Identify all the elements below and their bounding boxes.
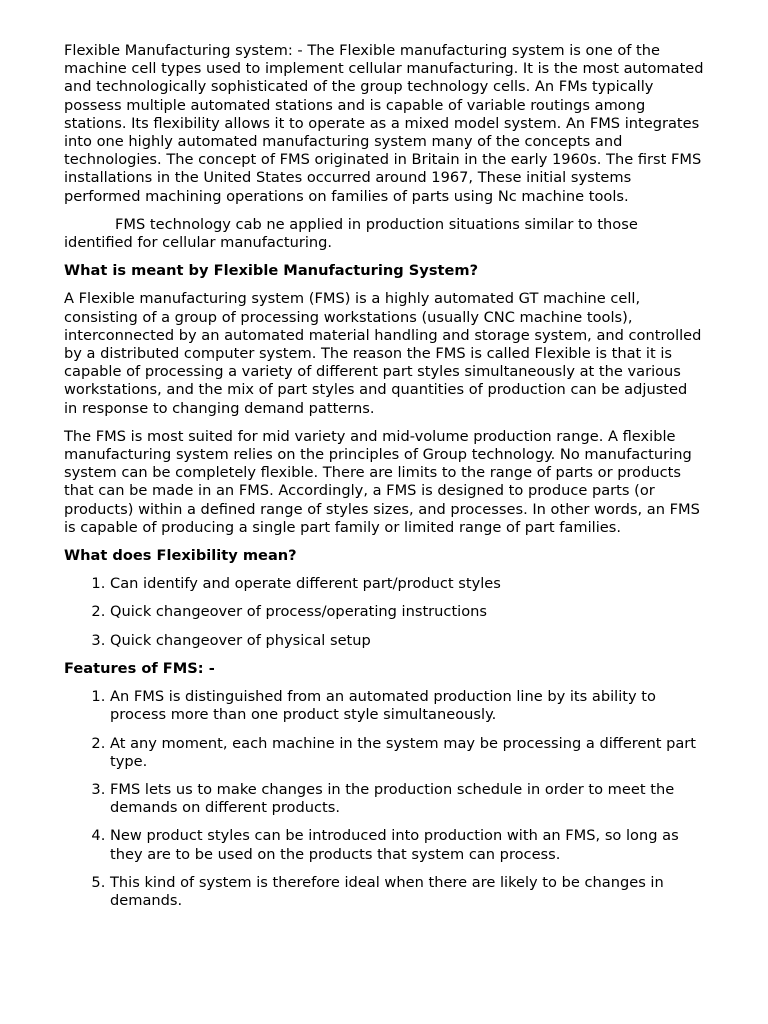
list-item: 3. Quick changeover of physical setup: [110, 632, 704, 650]
list-item: 4. New product styles can be introduced into production with an FMS, so long as they are to be used on the products that system can process.: [110, 827, 704, 863]
heading-flexibility: What does Flexibility mean?: [64, 547, 297, 565]
intro-paragraph: Flexible Manufacturing system: - The Flexible manufacturing system is one of the machine cell types used to implement cellular manufacturing. It is the most automated and technologically sophisticated of the group technology cells. An FMs typically possess multiple automated stations and is capable of variable routings among stations. Its flexibility allows it to operate as a mixed model system. An FMS integrates into one highly automated manufacturing system many of the concepts and technologies. The concept of FMS originated in Britain in the early 1960s. The first FMS installations in the United States occurred around 1967, These initial systems performed machining operations on families of parts using Nc machine tools.: [64, 42, 704, 205]
meaning-paragraph-2: The FMS is most suited for mid variety and mid-volume production range. A flexible manufacturing system relies on the principles of Group technology. No manufacturing system can be completely flexible. There are limits to the range of parts or products that can be made in an FMS. Accordingly, a FMS is designed to produce parts (or products) within a defined range of styles sizes, and processes. In other words, an FMS is capable of producing a single part family or limited range of part families.: [64, 427, 700, 536]
list-item: 2. At any moment, each machine in the system may be processing a different part type.: [110, 735, 704, 771]
heading-meaning: What is meant by Flexible Manufacturing System?: [64, 262, 479, 280]
meaning-paragraph-1: A Flexible manufacturing system (FMS) is a highly automated GT machine cell, consisting of a group of processing workstations (usually CNC machine tools), interconnected by an automated material handling and storage system, and controlled by a distributed computer system. The reason the FMS is called Flexible is that it is capable of processing a variety of different part styles simultaneously at the various workstations, and the mix of part styles and quantities of production can be adjusted in response to changing demand patterns.: [64, 290, 702, 417]
features-list: [64, 688, 704, 910]
list-item: 5. This kind of system is therefore ideal when there are likely to be changes in demands.: [110, 874, 704, 910]
list-item: 3. FMS lets us to make changes in the production schedule in order to meet the demands on different products.: [110, 781, 704, 817]
list-item: 1. An FMS is distinguished from an automated production line by its ability to process more than one product style simultaneously.: [110, 688, 704, 724]
intro-indented-paragraph: FMS technology cab ne applied in production situations similar to those identified for cellular manufacturing.: [64, 215, 638, 252]
list-item: 1. Can identify and operate different part/product styles: [110, 575, 704, 593]
list-item: 2. Quick changeover of process/operating instructions: [110, 603, 704, 621]
document-page: [64, 42, 704, 920]
flexibility-list: [64, 575, 704, 650]
heading-features: Features of FMS: -: [64, 659, 215, 677]
